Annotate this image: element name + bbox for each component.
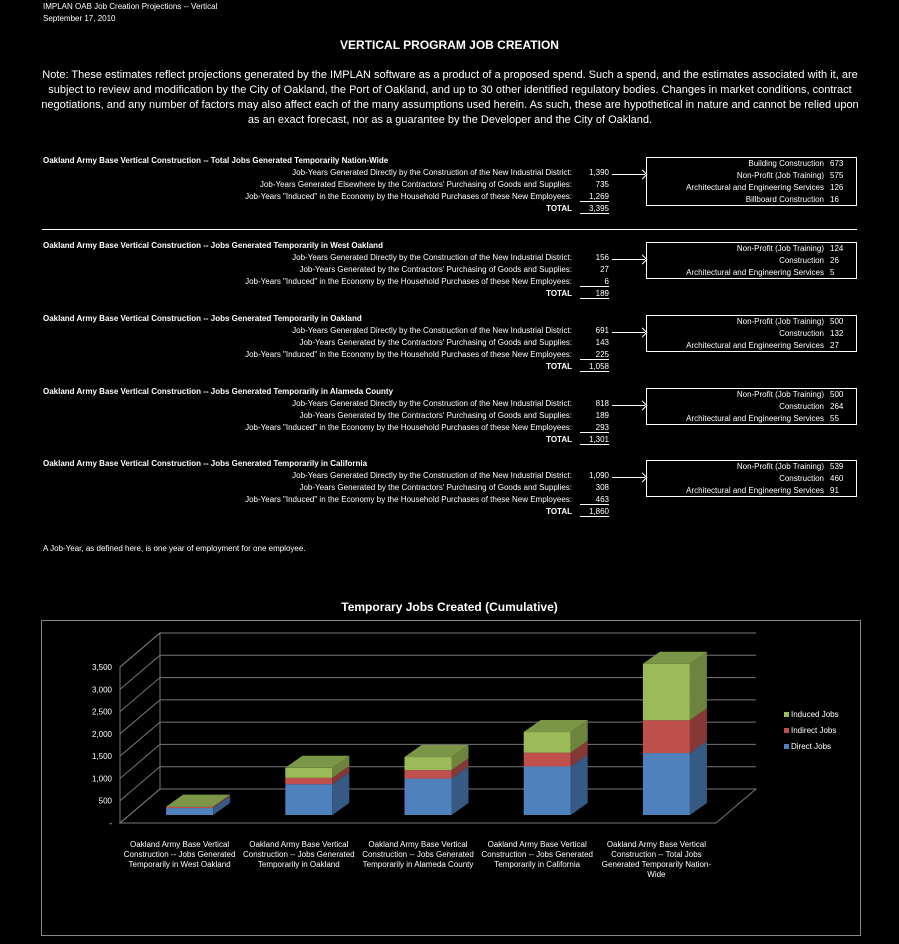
breakdown-label: Architectural and Engineering Services [686,341,824,350]
legend-label: Induced Jobs [791,710,839,719]
row-label-indirect: Job-Years Generated by the Contractors' Purchasing of Goods and Supplies: [299,265,572,274]
value-direct: 818 [595,399,609,408]
total-label: TOTAL [546,435,572,444]
breakdown-row [737,316,856,328]
arrow-right-icon [612,405,645,406]
row-label-direct: Job-Years Generated Directly by the Construction of the New Industrial District: [292,399,572,408]
x-category-label-line: Oakland Army Base Vertical [368,840,468,849]
breakdown-label: Architectural and Engineering Services [686,414,824,423]
breakdown-row [686,267,856,279]
bar-segment-indirect-jobs [285,778,332,784]
x-category-label-line: Temporarily in West Oakland [128,860,231,869]
legend-swatch [784,712,789,717]
breakdown-box [646,157,857,206]
bar-segment-direct-jobs [166,808,213,815]
breakdown-value: 124 [830,244,844,253]
breakdown-label: Construction [779,329,824,338]
x-category-label [243,840,355,869]
section-divider [42,229,857,230]
x-category-label-line: Construction -- Jobs Generated [362,850,474,859]
legend-swatch [784,728,789,733]
section-title: Oakland Army Base Vertical Construction -- Total Jobs Generated Temporarily Nation-Wide [43,156,389,165]
breakdown-row [737,461,856,473]
row-label-induced: Job-Years "Induced" in the Economy by the Household Purchases of these New Employees: [245,495,572,504]
breakdown-label: Non-Profit (Job Training) [736,317,824,326]
value-direct: 156 [595,253,609,262]
breakdown-label: Architectural and Engineering Services [686,183,824,192]
breakdown-value: 27 [830,341,839,350]
breakdown-value: 673 [830,159,844,168]
breakdown-row [686,182,856,194]
arrow-right-icon [612,259,645,260]
breakdown-label: Non-Profit (Job Training) [736,462,824,471]
breakdown-label: Construction [779,402,824,411]
x-category-label-line: Temporarily in Oakland [257,860,340,869]
breakdown-value: 26 [830,256,839,265]
breakdown-label: Building Construction [748,159,824,168]
value-induced: 225 [580,350,609,360]
row-label-indirect: Job-Years Generated by the Contractors' Purchasing of Goods and Supplies: [299,411,572,420]
bar-segment-induced-jobs [285,768,332,778]
value-induced: 463 [580,495,609,505]
bar-segment-induced-jobs [405,757,452,770]
breakdown-row [686,485,856,497]
bar-segment-induced-jobs [524,732,571,753]
value-total: 1,058 [580,362,609,372]
breakdown-row [746,194,856,206]
value-direct: 691 [595,326,609,335]
value-total: 189 [580,289,609,299]
breakdown-box [646,388,857,425]
y-tick-label: 3,500 [91,663,112,672]
breakdown-row [737,170,856,182]
value-direct: 1,390 [588,168,609,177]
breakdown-value: 126 [830,183,844,192]
bar-segment-direct-jobs [405,779,452,815]
value-induced: 6 [580,277,609,287]
value-indirect: 27 [600,265,609,274]
doc-header-title: IMPLAN OAB Job Creation Projections -- Vertical [43,2,218,11]
value-indirect: 308 [595,483,609,492]
legend-label: Indirect Jobs [791,726,837,735]
breakdown-value: 264 [830,402,844,411]
breakdown-value: 539 [830,462,844,471]
bar-segment-side [690,652,707,721]
x-category-label-line: Generated Temporarily Nation- [601,860,712,869]
x-category-label-line: Wide [647,870,666,879]
value-total: 1,301 [580,435,609,445]
breakdown-value: 16 [830,195,839,204]
breakdown-label: Billboard Construction [745,195,824,204]
section-title: Oakland Army Base Vertical Construction -- Jobs Generated Temporarily in Oakland [43,314,362,323]
breakdown-row [779,328,856,340]
row-label-induced: Job-Years "Induced" in the Economy by the Household Purchases of these New Employees: [245,350,572,359]
breakdown-row [686,340,856,352]
total-label: TOTAL [546,204,572,213]
breakdown-value: 575 [830,171,844,180]
breakdown-value: 500 [830,317,844,326]
bar-segment-direct-jobs [524,766,571,815]
total-label: TOTAL [546,507,572,516]
breakdown-value: 132 [830,329,844,338]
y-tick-label: 2,000 [91,729,112,739]
arrow-right-icon [612,332,645,333]
breakdown-label: Non-Profit (Job Training) [736,171,824,180]
breakdown-row [686,413,856,425]
doc-header-date: September 17, 2010 [43,14,116,23]
section-title: Oakland Army Base Vertical Construction -- Jobs Generated Temporarily in California [43,459,368,468]
chart-frame [41,620,861,936]
bar-segment-direct-jobs [285,784,332,815]
row-label-direct: Job-Years Generated Directly by the Construction of the New Industrial District: [292,253,572,262]
y-tick-label: 1,000 [91,774,112,784]
breakdown-label: Construction [779,256,824,265]
x-category-label-line: Oakland Army Base Vertical [249,840,349,849]
x-category-label [362,840,474,869]
x-category-label-line: Construction -- Total Jobs [611,850,702,859]
breakdown-label: Architectural and Engineering Services [686,268,824,277]
page-title: VERTICAL PROGRAM JOB CREATION [340,38,559,52]
breakdown-row [779,255,856,267]
value-indirect: 735 [595,180,609,189]
x-category-label-line: Construction -- Jobs Generated [481,850,594,859]
breakdown-label: Non-Profit (Job Training) [736,244,824,253]
breakdown-label: Construction [779,474,824,483]
arrow-right-icon [612,477,645,478]
bar-segment-induced-jobs [643,664,690,721]
x-category-label-line: Oakland Army Base Vertical [130,840,230,849]
row-label-indirect: Job-Years Generated by the Contractors' Purchasing of Goods and Supplies: [299,338,572,347]
x-category-label-line: Temporarily in California [494,860,581,869]
y-tick-label: 2,500 [91,707,112,717]
value-induced: 1,269 [580,192,609,202]
legend-swatch [784,744,789,749]
x-category-label-line: Construction -- Jobs Generated [242,850,355,859]
bar-segment-side [690,741,707,815]
x-category-label-line: Oakland Army Base Vertical [606,840,706,849]
breakdown-value: 500 [830,390,844,399]
row-label-induced: Job-Years "Induced" in the Economy by the Household Purchases of these New Employees: [245,192,572,201]
section-title: Oakland Army Base Vertical Construction -- Jobs Generated Temporarily in Alameda County [43,387,394,396]
row-label-direct: Job-Years Generated Directly by the Construction of the New Industrial District: [292,168,572,177]
chart-title: Temporary Jobs Created (Cumulative) [341,600,558,614]
footnote: A Job-Year, as defined here, is one year of employment for one employee. [43,544,306,553]
row-label-direct: Job-Years Generated Directly by the Construction of the New Industrial District: [292,326,572,335]
bar-segment-indirect-jobs [643,720,690,753]
x-category-label-line: Oakland Army Base Vertical [487,840,587,849]
breakdown-row [737,243,856,255]
legend-label: Direct Jobs [791,742,832,751]
row-label-indirect: Job-Years Generated by the Contractors' Purchasing of Goods and Supplies: [299,483,572,492]
bar-segment-indirect-jobs [524,753,571,767]
value-indirect: 189 [595,411,609,420]
breakdown-box [646,242,857,279]
x-category-label [124,840,236,869]
row-label-induced: Job-Years "Induced" in the Economy by the Household Purchases of these New Employees: [245,277,572,286]
breakdown-value: 55 [830,414,839,423]
breakdown-row [748,158,856,170]
breakdown-value: 460 [830,474,844,483]
value-total: 1,860 [580,507,609,517]
bar-segment-indirect-jobs [405,770,452,778]
row-label-indirect: Job-Years Generated Elsewhere by the Contractors' Purchasing of Goods and Supplies: [259,180,572,189]
breakdown-label: Architectural and Engineering Services [686,486,824,495]
x-category-label-line: Temporarily in Alameda County [362,860,474,869]
breakdown-row [779,401,856,413]
breakdown-label: Non-Profit (Job Training) [736,390,824,399]
breakdown-box [646,460,857,497]
row-label-induced: Job-Years "Induced" in the Economy by the Household Purchases of these New Employees: [245,423,572,432]
breakdown-box [646,315,857,352]
disclaimer-note: Note: These estimates reflect projections generated by the IMPLAN software as a product of a proposed spend. Such a spend, and the estimates associated with it, are subject to review and modification by the City of Oakland, the Port of Oakland, and up to 30 other identified regulatory bodies. Changes in market conditions, contract negotiations, and any number of factors may also affect each of the many assumptions used herein. As such, these are hypothetical in nature and cannot be relied upon as an exact forecast, nor as a guarantee by the Developer and the City of Oakland. [41,69,859,126]
arrow-right-icon [612,174,645,175]
value-indirect: 143 [595,338,609,347]
value-total: 3,395 [580,204,609,214]
breakdown-value: 5 [830,268,835,277]
row-label-direct: Job-Years Generated Directly by the Construction of the New Industrial District: [292,471,572,480]
stacked-bar-chart [42,621,860,935]
total-label: TOTAL [546,362,572,371]
bar-segment-direct-jobs [643,753,690,815]
breakdown-row [779,473,856,485]
y-tick-label: - [109,819,112,828]
section-title: Oakland Army Base Vertical Construction -- Jobs Generated Temporarily in West Oakland [43,241,383,250]
value-induced: 293 [580,423,609,433]
total-label: TOTAL [546,289,572,298]
y-tick-label: 1,500 [91,752,112,762]
breakdown-value: 91 [830,486,839,495]
x-category-label [481,840,593,869]
y-tick-label: 500 [98,796,112,806]
value-direct: 1,090 [588,471,609,480]
x-category-label-line: Construction -- Jobs Generated [123,850,236,859]
x-category-label [602,840,712,879]
breakdown-row [737,389,856,401]
y-tick-label: 3,000 [91,685,112,695]
bar-segment-indirect-jobs [166,807,213,808]
